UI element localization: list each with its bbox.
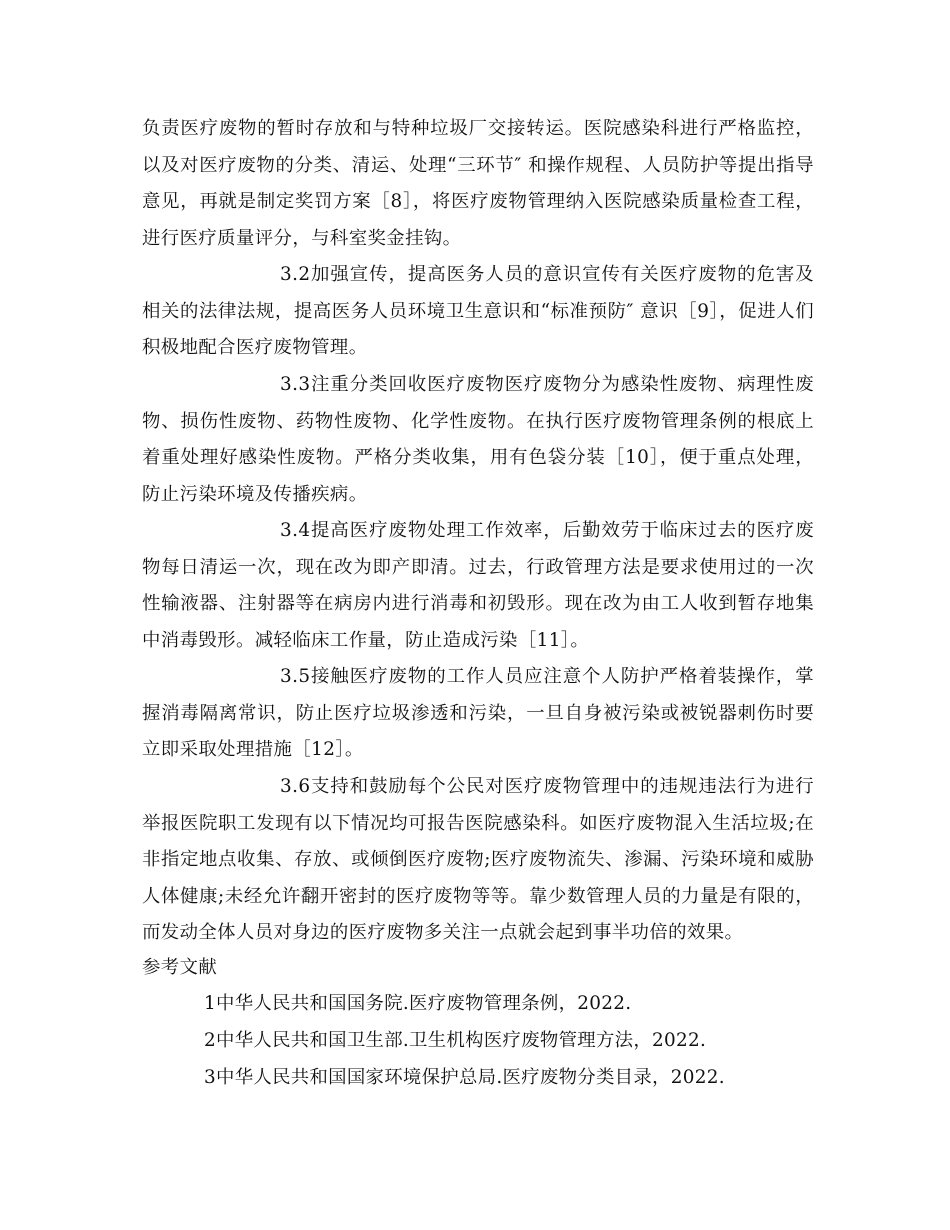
reference-item-2: 2中华人民共和国卫生部.卫生机构医疗废物管理方法，2022.	[204, 1030, 707, 1051]
paragraph-waste-storage: 负责医疗废物的暂时存放和与特种垃圾厂交接转运。医院感染科进行严格监控，以及对医疗废物的分类、清运、处理“三环节″ 和操作规程、人员防护等提出指导意见，再就是制定奖罚方案［8］，将医疗废物管理纳入医院感染质量检查工程，进行医疗质量评分，与科室奖金挂钩。	[142, 118, 814, 249]
paragraph-3-5-protection: 3.5接触医疗废物的工作人员应注意个人防护严格着装操作，掌握消毒隔离常识，防止医疗垃圾渗透和污染，一旦自身被污染或被锐器刺伤时要立即采取处理措施［12］。	[142, 666, 814, 760]
paragraph-3-3-classification: 3.3注重分类回收医疗废物医疗废物分为感染性废物、病理性废物、损伤性废物、药物性废物、化学性废物。在执行医疗废物管理条例的根底上着重处理好感染性废物。严格分类收集，用有色袋分装［10］，便于重点处理，防止污染环境及传播疾病。	[142, 374, 814, 505]
paragraph-3-6-reporting: 3.6支持和鼓励每个公民对医疗废物管理中的违规违法行为进行举报医院职工发现有以下情况均可报告医院感染科。如医疗废物混入生活垃圾;在非指定地点收集、存放、或倾倒医疗废物;医疗废物流失、渗漏、污染环境和威胁人体健康;未经允许翻开密封的医疗废物等等。靠少数管理人员的力量是有限的，而发动全体人员对身边的医疗废物多关注一点就会起到事半功倍的效果。	[142, 776, 814, 943]
reference-item-1: 1中华人民共和国国务院.医疗废物管理条例，2022.	[204, 993, 632, 1014]
reference-item-3: 3中华人民共和国国家环境保护总局.医疗废物分类目录，2022.	[204, 1067, 725, 1088]
paragraph-3-2-publicity: 3.2加强宣传，提高医务人员的意识宣传有关医疗废物的危害及相关的法律法规，提高医务人员环境卫生意识和“标准预防″ 意识［9］，促进人们积极地配合医疗废物管理。	[142, 264, 814, 358]
paragraph-3-4-efficiency: 3.4提高医疗废物处理工作效率，后勤效劳于临床过去的医疗废物每日清运一次，现在改为即产即清。过去，行政管理方法是要求使用过的一次性输液器、注射器等在病房内进行消毒和初毁形。现在改为由工人收到暂存地集中消毒毁形。减轻临床工作量，防止造成污染［11］。	[142, 520, 814, 651]
references-heading: 参考文献	[142, 957, 218, 978]
